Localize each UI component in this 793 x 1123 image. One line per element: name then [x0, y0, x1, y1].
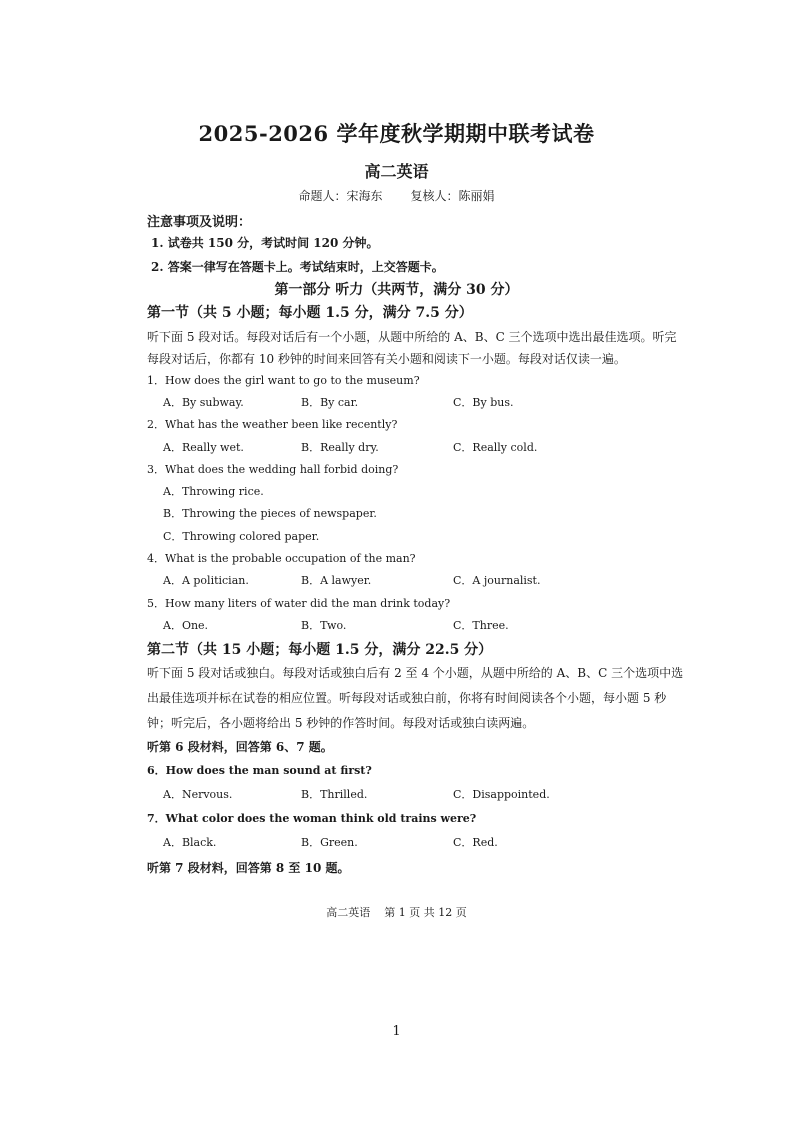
- option-a: A．Really wet.: [163, 441, 244, 454]
- option-b: B．Thrilled.: [301, 788, 368, 801]
- option-c: C．Really cold.: [453, 441, 538, 454]
- notice-heading: 注意事项及说明：: [147, 215, 252, 230]
- option-c: C．Three.: [453, 619, 509, 632]
- material-note: 听第 6 段材料，回答第 6、7 题。: [147, 740, 333, 754]
- option-b: B．Two.: [301, 619, 347, 632]
- option-c: C．By bus.: [453, 396, 514, 409]
- page-footer: [0, 904, 793, 920]
- part-title: 第一部分 听力（共两节，满分 30 分）: [274, 282, 519, 298]
- question-text: 7．What color does the woman think old trains were?: [147, 812, 477, 825]
- question-text: 5．How many liters of water did the man drink today?: [147, 597, 451, 610]
- option-a: A．Black.: [163, 836, 217, 849]
- exam-title: 2025-2026 学年度秋学期期中联考试卷: [198, 121, 595, 146]
- section2-instruction: 钟；听完后，各小题将给出 5 秒钟的作答时间。每段对话或独白读两遍。: [147, 716, 535, 730]
- option-c: C．Red.: [453, 836, 498, 849]
- option-b: B．Green.: [301, 836, 358, 849]
- question-text: 1．How does the girl want to go to the museum?: [147, 374, 420, 387]
- footer-page-info: 第 1 页 共 12 页: [384, 906, 467, 919]
- setter: 命题人：宋海东: [298, 189, 383, 203]
- exam-authors: [0, 187, 793, 204]
- option-b: B．Really dry.: [301, 441, 379, 454]
- page-number: 1: [392, 1024, 401, 1039]
- section2-instruction: 听下面 5 段对话或独白。每段对话或独白后有 2 至 4 个小题，从题中所给的 A、B、C 三个选项中选: [147, 666, 684, 680]
- notice-item: 2. 答案一律写在答题卡上。考试结束时，上交答题卡。: [151, 260, 444, 274]
- section2-title: 第二节（共 15 小题；每小题 1.5 分，满分 22.5 分）: [147, 642, 493, 658]
- option-c: C．A journalist.: [453, 574, 541, 587]
- question-text: 2．What has the weather been like recently?: [147, 418, 398, 431]
- question-text: 6．How does the man sound at first?: [147, 764, 372, 777]
- option-c: C．Disappointed.: [453, 788, 550, 801]
- question-text: 3．What does the wedding hall forbid doing?: [147, 463, 399, 476]
- section1-instruction: 每段对话后，你都有 10 秒钟的时间来回答有关小题和阅读下一小题。每段对话仅读一遍。: [147, 352, 626, 366]
- notice-item: 1. 试卷共 150 分，考试时间 120 分钟。: [151, 236, 379, 250]
- material-note: 听第 7 段材料，回答第 8 至 10 题。: [147, 861, 350, 875]
- question-text: 4．What is the probable occupation of the man?: [147, 552, 416, 565]
- section2-instruction: 出最佳选项并标在试卷的相应位置。听每段对话或独白前，你将有时间阅读各个小题，每小题 5 秒: [147, 691, 667, 705]
- option-a: A．One.: [163, 619, 209, 632]
- option-b: B．A lawyer.: [301, 574, 372, 587]
- option-b: B．Throwing the pieces of newspaper.: [163, 507, 377, 520]
- option-a: A．A politician.: [163, 574, 249, 587]
- option-b: B．By car.: [301, 396, 359, 409]
- option-c: C．Throwing colored paper.: [163, 530, 320, 543]
- section1-title: 第一节（共 5 小题；每小题 1.5 分，满分 7.5 分）: [147, 305, 473, 321]
- option-a: A．Nervous.: [163, 788, 233, 801]
- footer-subject: 高二英语: [326, 906, 371, 919]
- option-a: A．By subway.: [163, 396, 244, 409]
- exam-subject: 高二英语: [364, 162, 429, 181]
- reviewer: 复核人：陈丽娟: [410, 189, 495, 203]
- section1-instruction: 听下面 5 段对话。每段对话后有一个小题，从题中所给的 A、B、C 三个选项中选出最佳选项。听完: [147, 330, 677, 344]
- option-a: A．Throwing rice.: [163, 485, 264, 498]
